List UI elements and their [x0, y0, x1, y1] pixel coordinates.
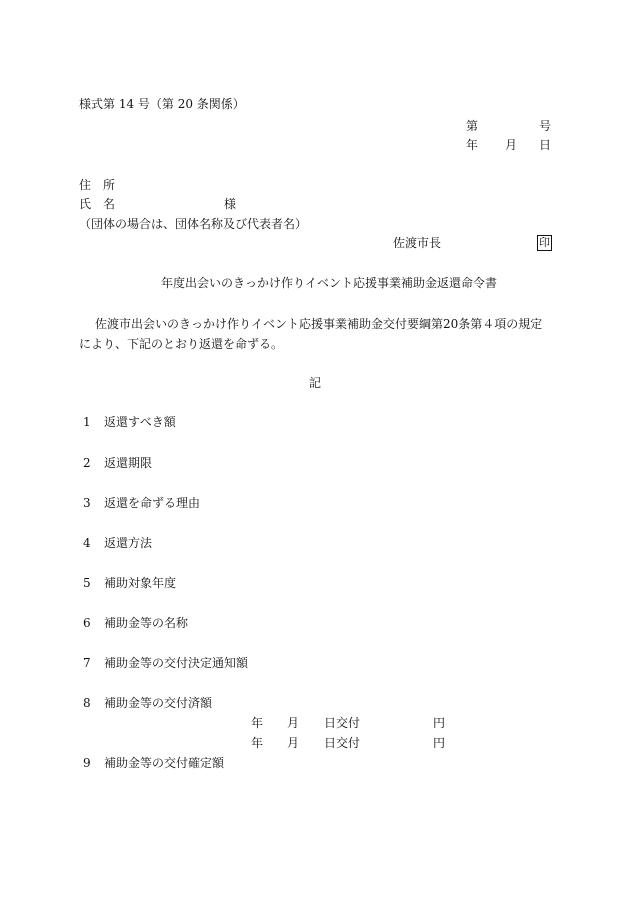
paid-day: 日交付: [324, 716, 361, 730]
item-label: 返還すべき額: [104, 415, 176, 429]
date-year: 年: [466, 138, 479, 152]
item-label: 返還期限: [104, 456, 153, 470]
item-label: 補助金等の交付決定通知額: [104, 656, 249, 670]
item-label: 返還方法: [104, 536, 153, 550]
item-number: 9: [83, 756, 91, 770]
item-number: 8: [83, 696, 91, 710]
item-number: 4: [83, 536, 91, 550]
paid-yen: 円: [433, 736, 446, 750]
body-line-1: 佐渡市出会いのきっかけ作りイベント応援事業補助金交付要綱第20条第４項の規定: [95, 317, 543, 331]
date-month: 月: [505, 138, 518, 152]
address-label: 住 所: [79, 178, 116, 192]
item-number: 7: [83, 656, 91, 670]
document-title: 年度出会いのきっかけ作りイベント応援事業補助金返還命令書: [161, 276, 498, 290]
item-label: 補助金等の交付済額: [104, 696, 213, 710]
paid-day: 日交付: [324, 736, 361, 750]
date-day: 日: [539, 138, 552, 152]
item-label: 返還を命ずる理由: [104, 496, 201, 510]
doc-number-dai: 第: [466, 119, 479, 133]
item-label: 補助対象年度: [104, 576, 177, 590]
item-label: 補助金等の名称: [104, 616, 189, 630]
item-number: 3: [83, 496, 91, 510]
seal-mark: 印: [539, 236, 550, 249]
paid-month: 月: [287, 736, 300, 750]
sender-title: 佐渡市長: [393, 236, 442, 250]
name-label: 氏 名: [79, 197, 116, 211]
body-line-2: により、下記のとおり返還を命ずる。: [79, 337, 284, 351]
item-number: 5: [83, 576, 91, 590]
group-note: （団体の場合は、団体名称及び代表者名）: [79, 217, 308, 231]
ki-heading: 記: [309, 376, 322, 390]
item-number: 2: [83, 456, 91, 470]
item-number: 1: [83, 415, 91, 429]
doc-number-go: 号: [539, 119, 552, 133]
paid-yen: 円: [433, 716, 446, 730]
honorific: 様: [224, 197, 237, 211]
paid-year: 年: [251, 716, 264, 730]
form-number: 様式第 14 号（第 20 条関係）: [79, 97, 245, 111]
item-number: 6: [83, 616, 91, 630]
paid-year: 年: [251, 736, 264, 750]
paid-month: 月: [287, 716, 300, 730]
item-label: 補助金等の交付確定額: [104, 756, 225, 770]
